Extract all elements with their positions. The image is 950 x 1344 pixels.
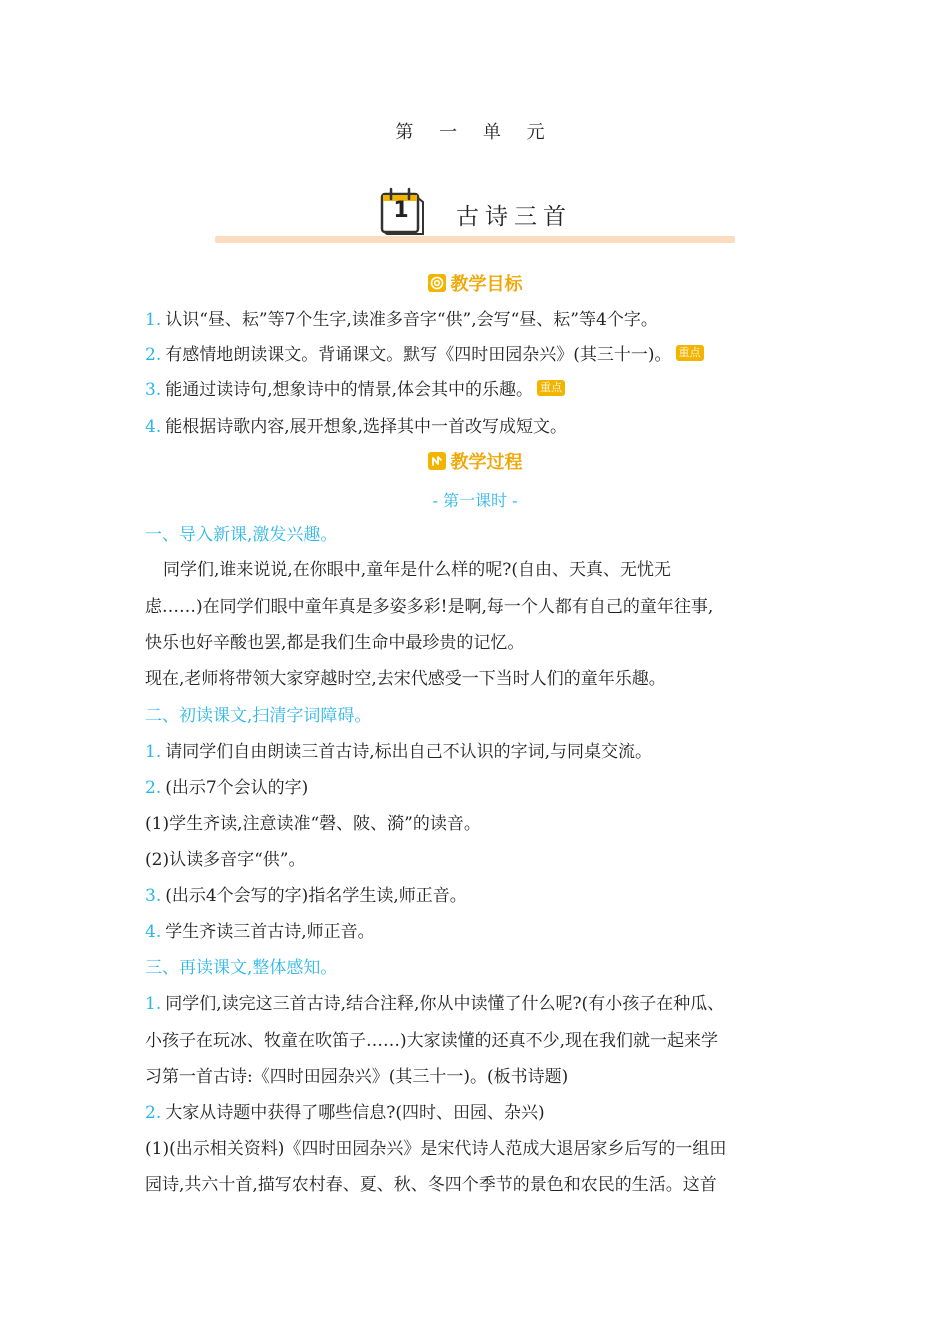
lesson-underline (215, 236, 735, 243)
step-item: 2. (出示7个会认的字) (145, 778, 309, 798)
sub-item: (2)认读多音字“供”。 (145, 850, 306, 870)
objective-item: 3. 能通过读诗句,想象诗中的情景,体会其中的乐趣。 重点 (145, 379, 565, 401)
paragraph-line: 习第一首古诗:《四时田园杂兴》(其三十一)。(板书诗题) (145, 1067, 569, 1087)
step-title: 二、初读课文,扫清字词障碍。 (145, 706, 372, 726)
step-title: 三、再读课文,整体感知。 (145, 958, 338, 978)
lesson-number: 1 (393, 198, 409, 223)
process-heading-label: 教学过程 (450, 452, 523, 473)
period-label: - 第一课时 - (432, 491, 518, 510)
step-item: 3. (出示4个会写的字)指名学生读,师正音。 (145, 886, 467, 906)
sub-item: (1)学生齐读,注意读准“磬、陂、漪”的读音。 (145, 814, 481, 834)
paragraph-line: 虑……)在同学们眼中童年真是多姿多彩!是啊,每一个人都有自己的童年往事, (145, 597, 714, 617)
key-point-tag: 重点 (537, 380, 565, 396)
paragraph-line: 小孩子在玩冰、牧童在吹笛子……)大家读懂的还真不少,现在我们就一起来学 (145, 1031, 719, 1051)
objective-item: 2. 有感情地朗读课文。背诵课文。默写《四时田园杂兴》(其三十一)。 重点 (145, 344, 704, 366)
objectives-heading-label: 教学目标 (450, 274, 523, 295)
step-title: 一、导入新课,激发兴趣。 (145, 525, 338, 545)
paragraph-line: 园诗,共六十首,描写农村春、夏、秋、冬四个季节的景色和农民的生活。这首 (145, 1175, 717, 1195)
process-icon (428, 452, 446, 470)
lesson-title: 古诗三首 (456, 204, 572, 230)
paragraph-line: 快乐也好辛酸也罢,都是我们生命中最珍贵的记忆。 (145, 633, 525, 653)
key-point-tag: 重点 (676, 345, 704, 361)
unit-title: 第 一 单 元 (395, 122, 555, 143)
paragraph-line: 同学们,谁来说说,在你眼中,童年是什么样的呢?(自由、天真、无忧无 (163, 560, 671, 580)
paragraph-line: 现在,老师将带领大家穿越时空,去宋代感受一下当时人们的童年乐趣。 (145, 669, 666, 689)
step-item: 4. 学生齐读三首古诗,师正音。 (145, 922, 375, 942)
objective-item: 4. 能根据诗歌内容,展开想象,选择其中一首改写成短文。 (145, 417, 568, 437)
objective-item: 1. 认识“昼、耘”等7个生字,读准多音字“供”,会写“昼、耘”等4个字。 (145, 310, 658, 330)
step-item: 1. 请同学们自由朗读三首古诗,标出自己不认识的字词,与同桌交流。 (145, 742, 653, 762)
objectives-heading (0, 270, 950, 296)
process-heading (0, 448, 950, 474)
target-icon (428, 274, 446, 292)
step-item: 2. 大家从诗题中获得了哪些信息?(四时、田园、杂兴) (145, 1103, 545, 1123)
step-item: 1. 同学们,读完这三首古诗,结合注释,你从中读懂了什么呢?(有小孩子在种瓜、 (145, 994, 725, 1014)
sub-item: (1)(出示相关资料)《四时田园杂兴》是宋代诗人范成大退居家乡后写的一组田 (145, 1139, 727, 1159)
